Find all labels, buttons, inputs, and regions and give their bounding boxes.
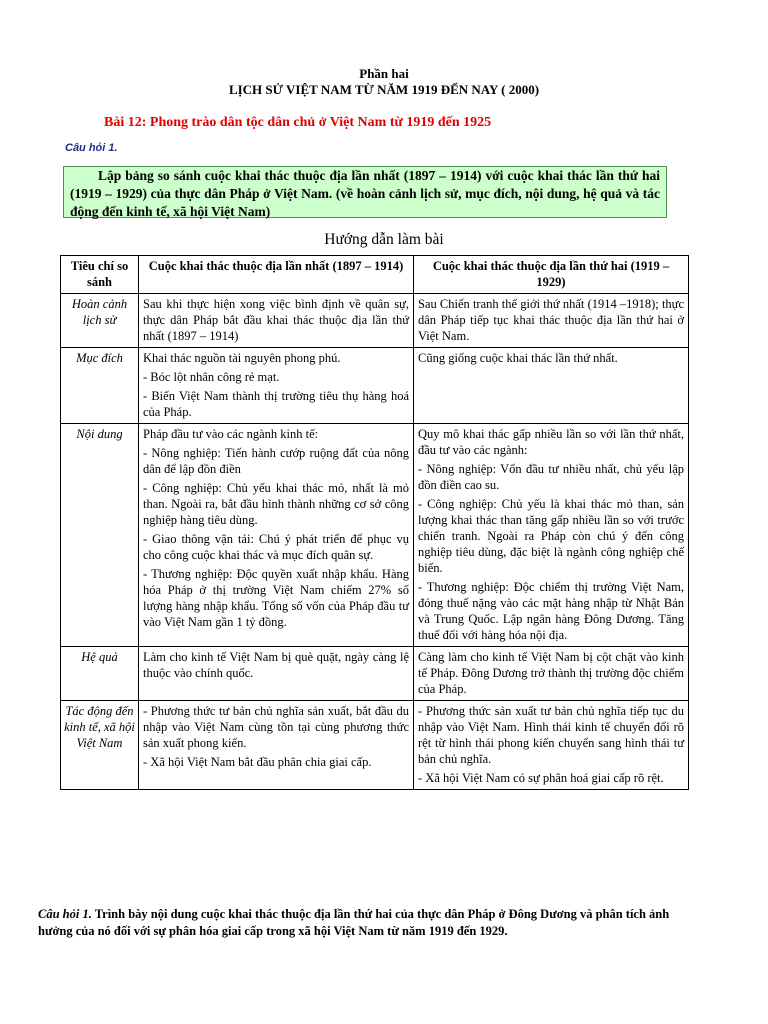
cell-paragraph: - Bóc lột nhân công rẻ mạt. [143,370,280,384]
criterion-cell: Hoàn cảnh lịch sử [61,294,139,348]
cell-paragraph: - Nông nghiệp: Tiến hành cướp ruộng đất của nông dân để lập đồn điền [143,446,409,476]
header-second: Cuộc khai thác thuộc địa lần thứ hai (1919 – 1929) [414,256,689,294]
footer-question-label: Câu hỏi 1. [38,907,92,921]
table-body [61,294,689,790]
cell-paragraph: - Giao thông vận tải: Chú ý phát triển để phục vụ cho công cuộc khai thác và mục đích quân sự. [143,532,409,562]
first-period-cell [139,647,414,701]
part-title: LỊCH SỬ VIỆT NAM TỪ NĂM 1919 ĐẾN NAY ( 2000) [228,82,540,97]
criterion-cell: Mục đích [61,348,139,424]
table-row [61,424,689,647]
question-text: Lập bảng so sánh cuộc khai thác thuộc địa lần nhất (1897 – 1914) với cuộc khai thác lần thứ hai (1919 – 1929) của thực dân Pháp ở Việt Nam. (về hoàn cảnh lịch sử, mục đích, nội dung, hệ quả và tác động đến kinh tế, xã hội Việt Nam) [70,168,660,219]
part-label: Phần hai [359,66,409,81]
criterion-cell: Hệ quả [61,647,139,701]
question-label: Câu hỏi 1. [65,142,118,154]
first-period-cell [139,294,414,348]
cell-paragraph: Quy mô khai thác gấp nhiều lần so với lần thứ nhất, đầu tư vào các ngành: [418,427,684,457]
cell-paragraph: - Thương nghiệp: Độc chiếm thị trường Việt Nam, đóng thuế nặng vào các mặt hàng nhập từ Nhật Bản và Trung Quốc. Lập ngân hàng Đông Dương. Tăng thuế đối với hàng hóa nội địa. [418,580,684,642]
second-period-cell [414,348,689,424]
cell-paragraph: - Xã hội Việt Nam có sự phân hoá giai cấp rõ rệt. [418,771,664,785]
second-period-cell [414,424,689,647]
second-period-cell [414,701,689,790]
cell-paragraph: - Công nghiệp: Chủ yếu là khai thác mỏ than, sản lượng khai thác than tăng gấp nhiều lần so với trước chiến tranh. Ngoài ra Pháp còn chú ý đến công nghiệp tiêu dùng, đặc biệt là ngành công nghiệp chế biến. [418,497,684,575]
cell-paragraph: Pháp đầu tư vào các ngành kinh tế: [143,427,319,441]
cell-paragraph: - Phương thức sản xuất tư bản chủ nghĩa tiếp tục du nhập vào Việt Nam. Hình thái kinh tế chuyển đổi rõ rệt từ hình thái phong kiến chuyển sang hình thái tư bản chủ nghĩa. [418,704,684,766]
cell-paragraph: Khai thác nguồn tài nguyên phong phú. [143,351,341,365]
header-criterion: Tiêu chí so sánh [61,256,139,294]
table-row [61,348,689,424]
lesson-title: Bài 12: Phong trào dân tộc dân chủ ở Việt Nam từ 1919 đến 1925 [104,115,492,130]
first-period-cell [139,424,414,647]
table-row [61,647,689,701]
criterion-cell: Nội dung [61,424,139,647]
cell-paragraph: - Biến Việt Nam thành thị trường tiêu thụ hàng hoá của Pháp. [143,389,409,419]
cell-paragraph: Càng làm cho kinh tế Việt Nam bị cột chặt vào kinh tế Pháp. Đông Dương trở thành thị trường độc chiếm của Pháp. [418,650,684,696]
footer-question-text: Trình bày nội dung cuộc khai thác thuộc địa lần thứ hai của thực dân Pháp ở Đông Dương và phân tích ảnh hưởng của nó đối với sự phân hóa giai cấp trong xã hội Việt Nam từ năm 1919 đến 1929. [38,907,670,938]
table-row [61,701,689,790]
cell-paragraph: - Công nghiệp: Chủ yếu khai thác mỏ, nhất là mỏ than. Ngoài ra, bắt đầu hình thành những cơ sở công nghiệp hàng tiêu dùng. [143,481,409,527]
cell-paragraph: Sau Chiến tranh thế giới thứ nhất (1914 –1918); thực dân Pháp tiếp tục khai thác thuộc địa lần thứ hai ở Việt Nam. [418,297,684,343]
first-period-cell [139,348,414,424]
criterion-cell: Tác động đến kinh tế, xã hội Việt Nam [61,701,139,790]
table-header-row [61,256,689,294]
cell-paragraph: Cũng giống cuộc khai thác lần thứ nhất. [418,351,618,365]
header-first: Cuộc khai thác thuộc địa lần nhất (1897 – 1914) [139,256,414,294]
cell-paragraph: Làm cho kinh tế Việt Nam bị què quặt, ngày càng lệ thuộc vào chính quốc. [143,650,409,680]
cell-paragraph: - Phương thức tư bản chủ nghĩa sản xuất, bắt đầu du nhập vào Việt Nam cùng tồn tại cùng phương thức sản xuất phong kiến. [143,704,409,750]
guide-title: Hướng dẫn làm bài [324,231,444,248]
second-period-cell [414,647,689,701]
cell-paragraph: - Xã hội Việt Nam bắt đầu phân chia giai cấp. [143,755,372,769]
cell-paragraph: - Nông nghiệp: Vốn đầu tư nhiều nhất, chủ yếu lập đồn điền cao su. [418,462,684,492]
table-row [61,294,689,348]
first-period-cell [139,701,414,790]
second-period-cell [414,294,689,348]
cell-paragraph: - Thương nghiệp: Độc quyền xuất nhập khẩu. Hàng hóa Pháp ở thị trường Việt Nam chiếm 27% số lượng hàng nhập khẩu. Tổng số vốn của Pháp đầu tư vào Việt Nam gần 1 tỷ đồng. [143,567,409,629]
footer-question [38,906,678,940]
cell-paragraph: Sau khi thực hiện xong việc bình định về quân sự, thực dân Pháp bắt đầu khai thác thuộc địa lần thứ nhất (1897 – 1914) [143,297,409,343]
question-box [63,166,667,218]
comparison-table [60,255,689,790]
